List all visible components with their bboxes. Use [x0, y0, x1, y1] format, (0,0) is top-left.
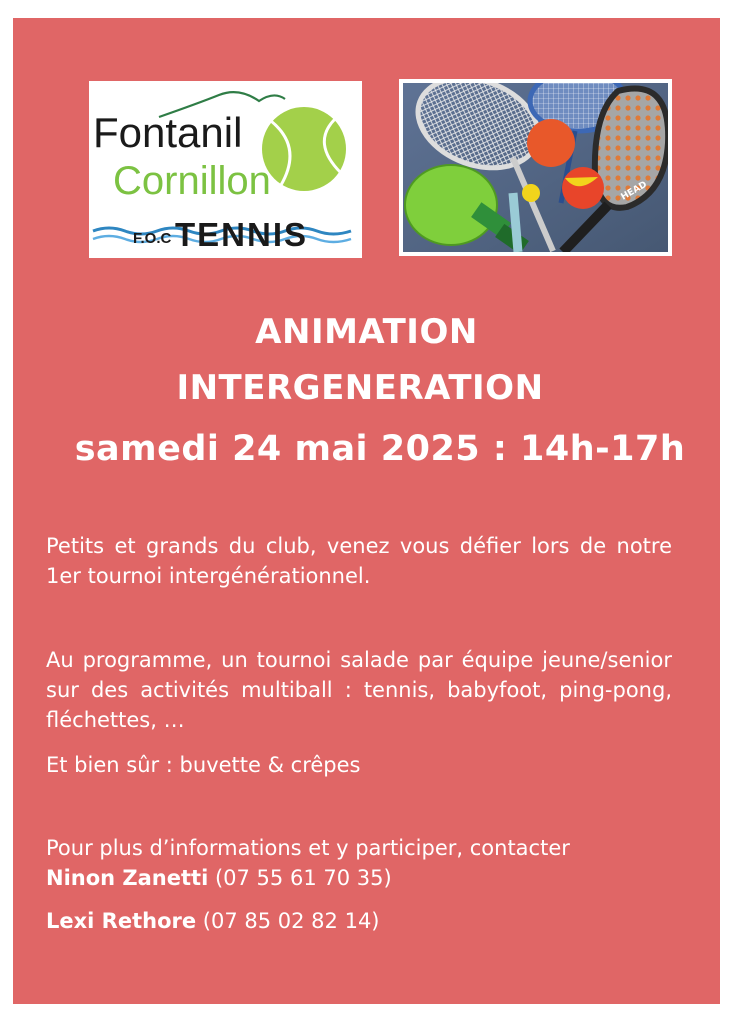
- logo-line2: Cornillon: [113, 159, 271, 203]
- equipment-photo-graphic: [403, 83, 668, 252]
- racket-brand-label: HEAD: [619, 179, 649, 203]
- contact-1-phone: (07 55 61 70 35): [214, 866, 392, 890]
- red-yellow-ball-icon: [562, 167, 604, 209]
- headline-line2: INTERGENERATION: [176, 368, 544, 408]
- tennis-ball-icon: [262, 107, 346, 191]
- logo-foc: F.O.C: [133, 230, 172, 247]
- club-logo: [89, 81, 362, 258]
- intro-text: Petits et grands du club, venez vous défier lors de notre 1er tournoi intergénérationnel.: [46, 534, 672, 588]
- headline-line1: ANIMATION: [255, 312, 478, 352]
- programme-text: Au programme, un tournoi salade par équipe jeune/senior sur des activités multiball : tennis, babyfoot, ping-pong, fléchettes, …: [46, 648, 672, 732]
- small-ball-icon: [522, 184, 540, 202]
- contact-1: [46, 863, 672, 893]
- event-date: samedi 24 mai 2025 : 14h-17h: [74, 429, 686, 469]
- contact-2: [46, 906, 672, 936]
- contact-1-name: Ninon Zanetti: [46, 866, 209, 890]
- club-logo-graphic: [89, 81, 362, 258]
- contact-2-name: Lexi Rethore: [46, 909, 197, 933]
- contact-2-phone: (07 85 02 82 14): [202, 909, 380, 933]
- contact-intro: Pour plus d’informations et y participer, contacter: [46, 836, 570, 860]
- logo-line1: Fontanil: [93, 109, 243, 156]
- logo-tennis: TENNIS: [175, 216, 309, 253]
- contact-block: [46, 833, 672, 893]
- orange-ball-icon: [527, 119, 575, 167]
- extras-text: Et bien sûr : buvette & crêpes: [46, 753, 361, 777]
- equipment-photo: [399, 79, 672, 256]
